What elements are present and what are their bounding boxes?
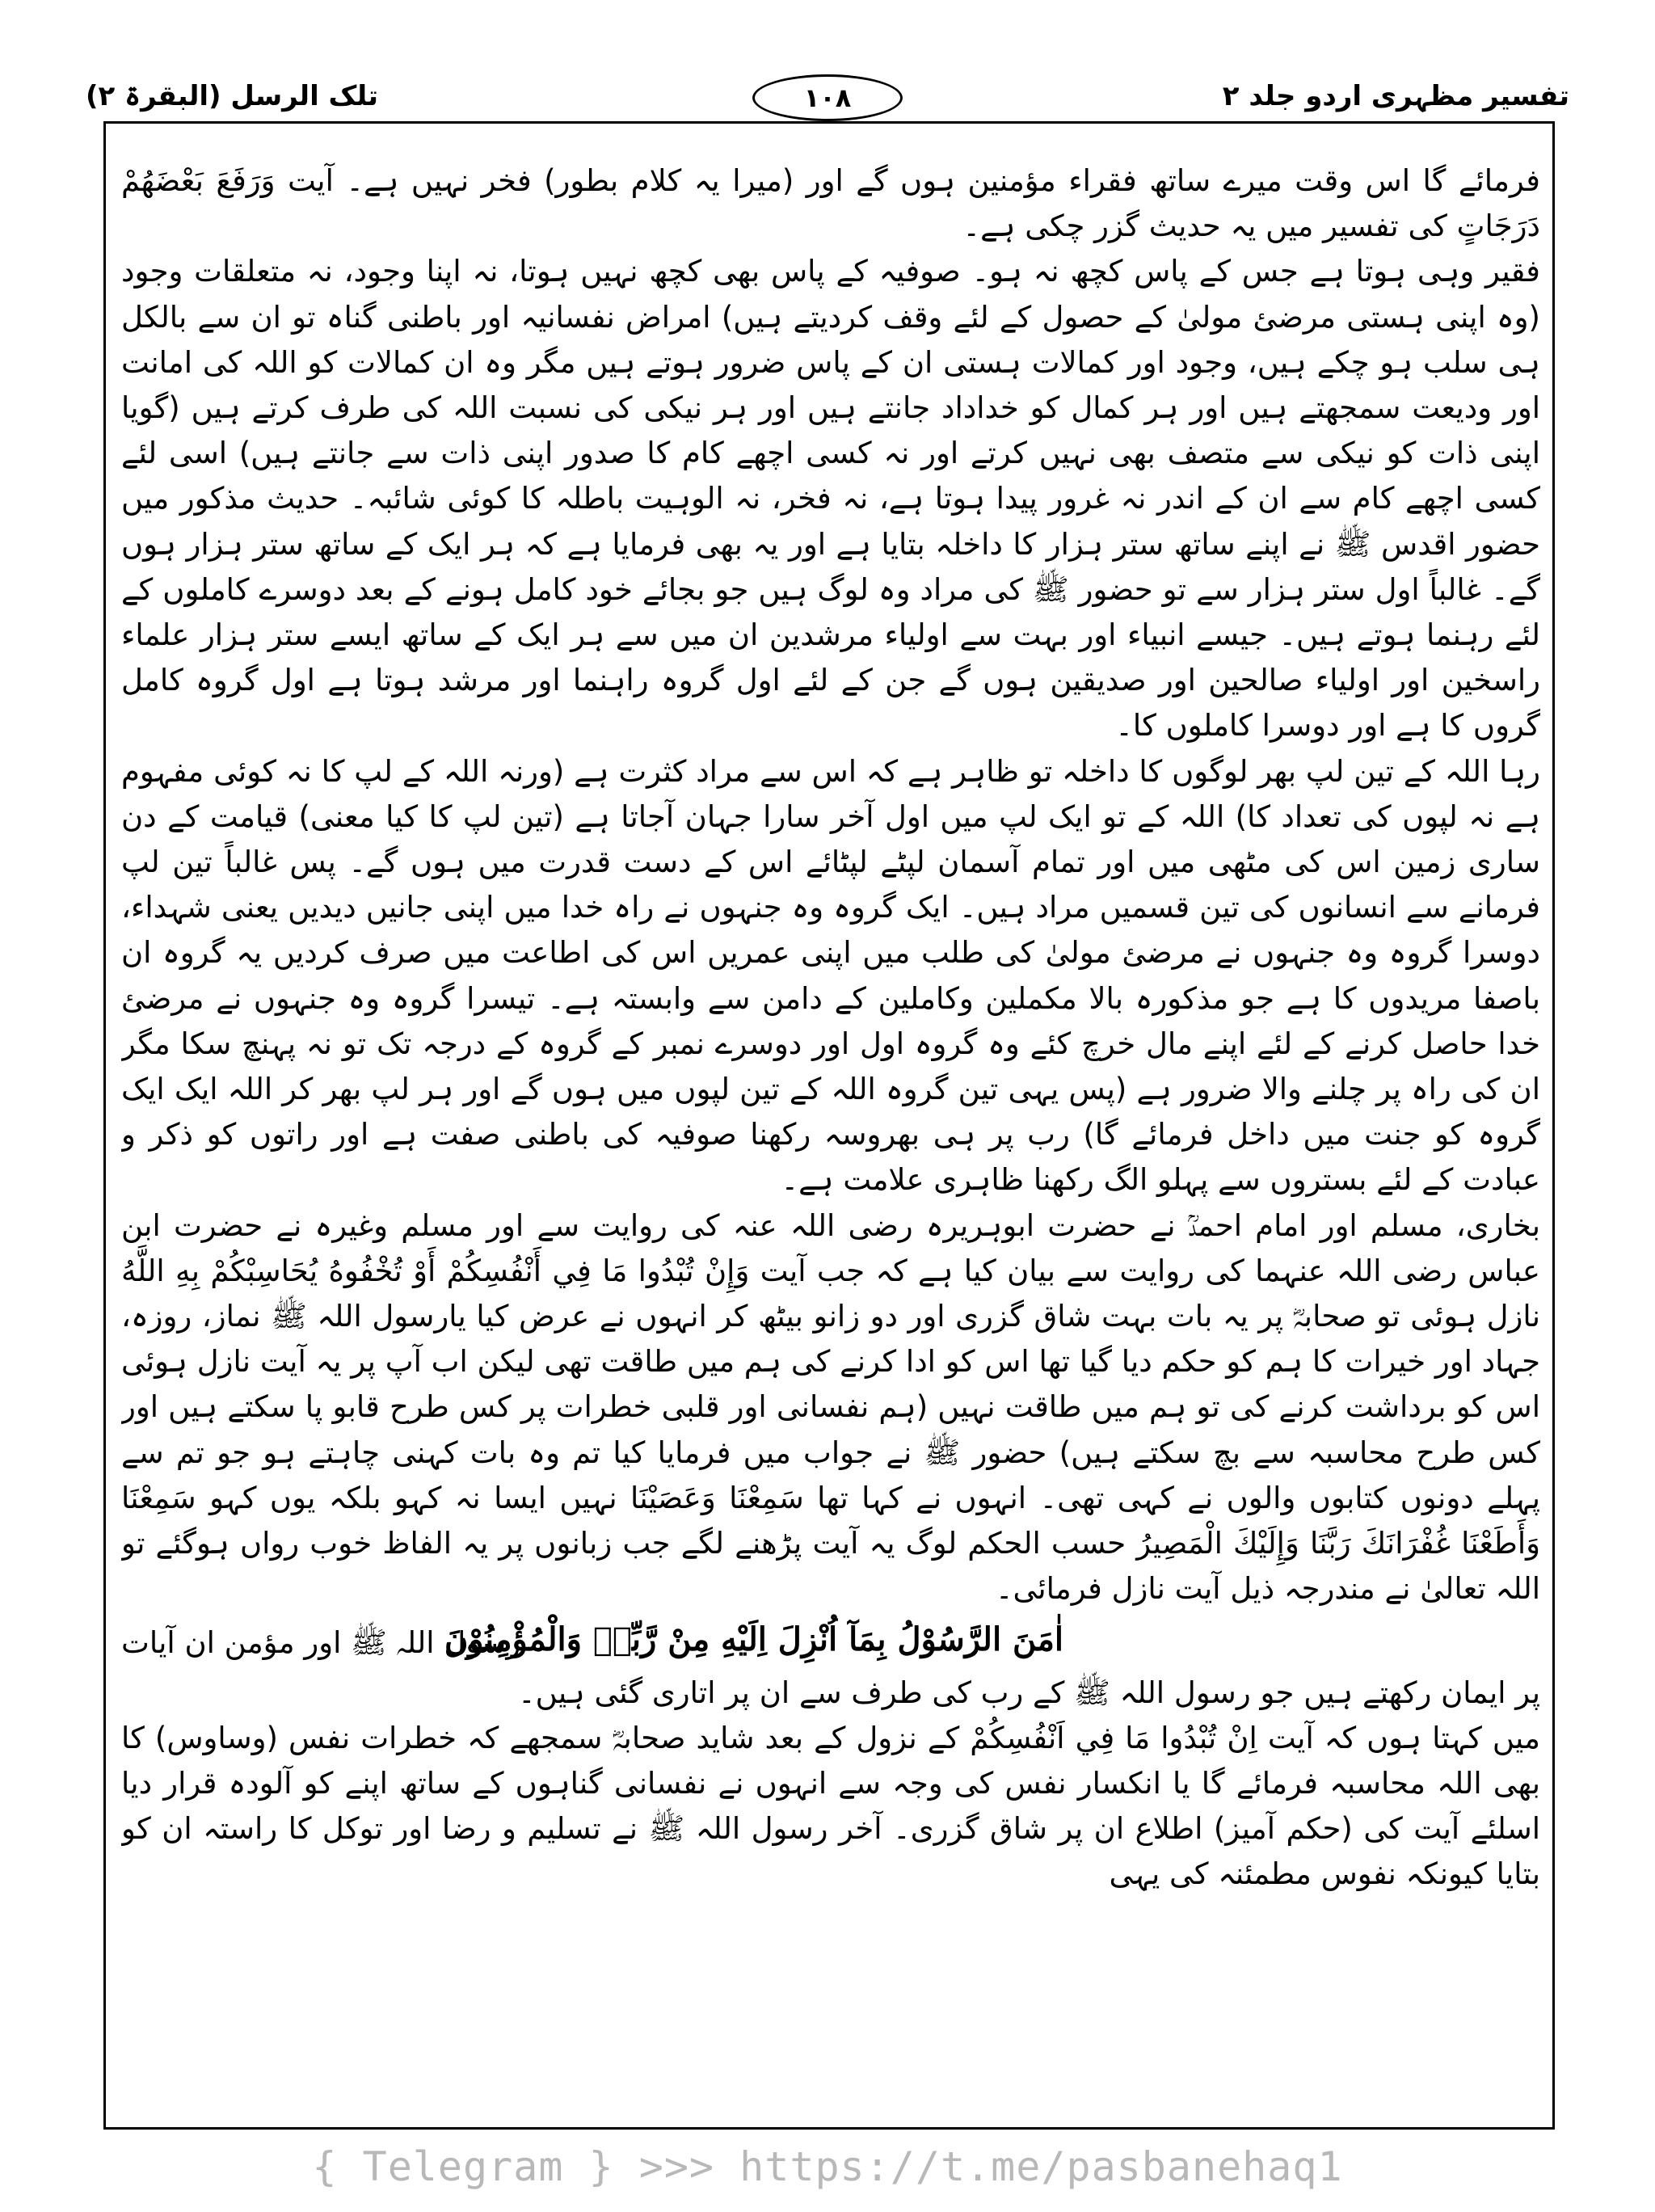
paragraph-1: فرمائے گا اس وقت میرے ساتھ فقراء مؤمنین ہوں گے اور (میرا یہ کلام بطور) فخر نہیں ہے۔ آیت وَرَفَعَ بَعْضَهُمْ دَرَجَاتٍ کی تفسیر میں یہ حدیث گزر چکی ہے۔	[121, 163, 1540, 244]
telegram-watermark: { Telegram } >>> https://t.me/pasbanehaq1	[312, 2143, 1343, 2190]
page-body	[121, 158, 1540, 2114]
book-title: تفسیر مظہری اردو جلد ۲	[1222, 80, 1569, 112]
paragraph-4: بخاری، مسلم اور امام احمدؒ نے حضرت ابوہریرہ رضی اللہ عنہ کی روایت سے اور مسلم وغیرہ نے حضرت ابن عباس رضی اللہ عنہما کی روایت سے بیان کیا ہے کہ جب آیت وَإِنْ تُبْدُوا مَا فِي أَنْفُسِكُمْ أَوْ تُخْفُوهُ يُحَاسِبْكُمْ بِهِ اللَّهُ نازل ہوئی تو صحابہؓ پر یہ بات بہت شاق گزری اور دو زانو بیٹھ کر انہوں نے عرض کیا یارسول اللہ ﷺ نماز، روزہ، جہاد اور خیرات کا ہم کو حکم دیا گیا تھا اس کو ادا کرنے کی ہم میں طاقت تھی لیکن اب آپ پر یہ آیت نازل ہوئی اس کو برداشت کرنے کی تو ہم میں طاقت نہیں (ہم نفسانی اور قلبی خطرات پر کس طرح قابو پا سکتے ہیں اور کس طرح محاسبہ سے بچ سکتے ہیں) حضور ﷺ نے جواب میں فرمایا کیا تم وہ بات کہنی چاہتے ہو جو تم سے پہلے دونوں کتابوں والوں نے کہی تھی۔ انہوں نے کہا تھا سَمِعْنَا وَعَصَيْنَا نہیں ایسا نہ کہو بلکہ یوں کہو سَمِعْنَا وَأَطَعْنَا غُفْرَانَكَ رَبَّنَا وَإِلَيْكَ الْمَصِيرُ حسب الحکم لوگ یہ آیت پڑھنے لگے جب زبانوں پر یہ الفاظ خوب رواں ہوگئے تو اللہ تعالیٰ نے مندرجہ ذیل آیت نازل فرمائی۔	[121, 1207, 1540, 1607]
paragraph-3: رہا اللہ کے تین لپ بھر لوگوں کا داخلہ تو ظاہر ہے کہ اس سے مراد کثرت ہے (ورنہ اللہ کے لپ کا نہ کوئی مفہوم ہے نہ لپوں کی تعداد کا) اللہ کے تو ایک لپ میں اول آخر سارا جہان آجاتا ہے (تین لپ کا کیا معنی) قیامت کے دن ساری زمین اس کی مٹھی میں اور تمام آسمان لپٹے لپٹائے اس کے دست قدرت میں ہوں گے۔ پس غالباً تین لپ فرمانے سے انسانوں کی تین قسمیں مراد ہیں۔ ایک گروہ وہ جنہوں نے راہ خدا میں اپنی جانیں دیدیں یعنی شہداء، دوسرا گروہ وہ جنہوں نے مرضئ مولیٰ کی طلب میں اپنی عمریں اس کی اطاعت میں صرف کردیں یہ گروہ ان باصفا مریدوں کا ہے جو مذکورہ بالا مکملین وکاملین کے دامن سے وابستہ ہے۔ تیسرا گروہ وہ جنہوں نے مرضئ خدا حاصل کرنے کے لئے اپنے مال خرچ کئے وہ گروہ اول اور دوسرے نمبر کے گروہ کے درجہ تک تو نہ پہنچ سکا مگر ان کی راہ پر چلنے والا ضرور ہے (پس یہی تین گروہ اللہ کے تین لپوں میں ہوں گے اور ہر لپ بھر کر اللہ ایک ایک گروہ کو جنت میں داخل فرمائے گا) رب پر ہی بھروسہ رکھنا صوفیہ کی باطنی صفت ہے اور راتوں کو ذکر و عبادت کے لئے بستروں سے پہلو الگ رکھنا ظاہری علامت ہے۔	[121, 753, 1540, 1198]
verse-row	[121, 1620, 1540, 1667]
paragraph-closing: میں کہتا ہوں کہ آیت اِنْ تُبْدُوا مَا فِي اَنْفُسِكُمْ کے نزول کے بعد شاید صحابہؓ سمجھے کہ خطرات نفس (وساوس) کا بھی اللہ محاسبہ فرمائے گا یا انکسار نفس کی وجہ سے انہوں نے نفسانی گناہوں کے ساتھ اپنے کو آلودہ قرار دیا اسلئے آیت کی (حکم آمیز) اطلاع ان پر شاق گزری۔ آخر رسول اللہ ﷺ نے تسلیم و رضا اور توکل کا راستہ ان کو بتایا کیونکہ نفوس مطمئنہ کی یہی	[121, 1720, 1540, 1892]
verse-translation-start: رسول اللہ ﷺ اور مؤمن ان آیات	[121, 1624, 521, 1660]
quran-verse: اٰمَنَ الرَّسُوْلُ بِمَآ اُنْزِلَ اِلَيْهِ مِنْ رَّبِّهٖ وَالْمُؤْمِنُوْنَ	[444, 1620, 1063, 1658]
chapter-title: تلک الرسل (البقرۃ ۲)	[86, 80, 379, 112]
paragraph-2: فقیر وہی ہوتا ہے جس کے پاس کچھ نہ ہو۔ صوفیہ کے پاس بھی کچھ نہیں ہوتا، نہ اپنا وجود، نہ متعلقات وجود (وہ اپنی ہستی مرضئ مولیٰ کے حصول کے لئے وقف کردیتے ہیں) امراض نفسانیہ اور باطنی گناہ تو ان سے بالکل ہی سلب ہو چکے ہیں، وجود اور کمالات ہستی ان کے پاس ضرور ہوتے ہیں مگر وہ ان کمالات کو اللہ کی امانت اور ودیعت سمجھتے ہیں اور ہر کمال کو خداداد جانتے ہیں اور ہر نیکی کی نسبت اللہ کی طرف کرتے ہیں (گویا اپنی ذات کو نیکی سے متصف بھی نہیں کرتے اور نہ کسی اچھے کام کا صدور اپنی ذات سے جانتے ہیں) اسی لئے کسی اچھے کام سے ان کے اندر نہ غرور پیدا ہوتا ہے، نہ فخر، نہ الوہیت باطلہ کا کوئی شائبہ۔ حدیث مذکور میں حضور اقدس ﷺ نے اپنے ساتھ ستر ہزار کا داخلہ بتایا ہے اور یہ بھی فرمایا ہے کہ ہر ایک کے ساتھ ستر ہزار ہوں گے۔ غالباً اول ستر ہزار سے تو حضور ﷺ کی مراد وہ لوگ ہیں جو بجائے خود کامل ہونے کے بعد دوسرے کاملوں کے لئے رہنما ہوتے ہیں۔ جیسے انبیاء اور بہت سے اولیاء مرشدین ان میں سے ہر ایک کے ساتھ ایسے ستر ہزار علماء راسخین اور اولیاء صالحین اور صدیقین ہوں گے جن کے لئے اول گروہ راہنما اور مرشد ہوتا ہے اول گروہ کامل گروں کا ہے اور دوسرا کاملوں کا۔	[121, 254, 1540, 744]
page-number: ۱۰۸	[752, 74, 903, 121]
verse-translation: پر ایمان رکھتے ہیں جو رسول اللہ ﷺ کے رب کی طرف سے ان پر اتاری گئی ہیں۔	[518, 1675, 1540, 1710]
